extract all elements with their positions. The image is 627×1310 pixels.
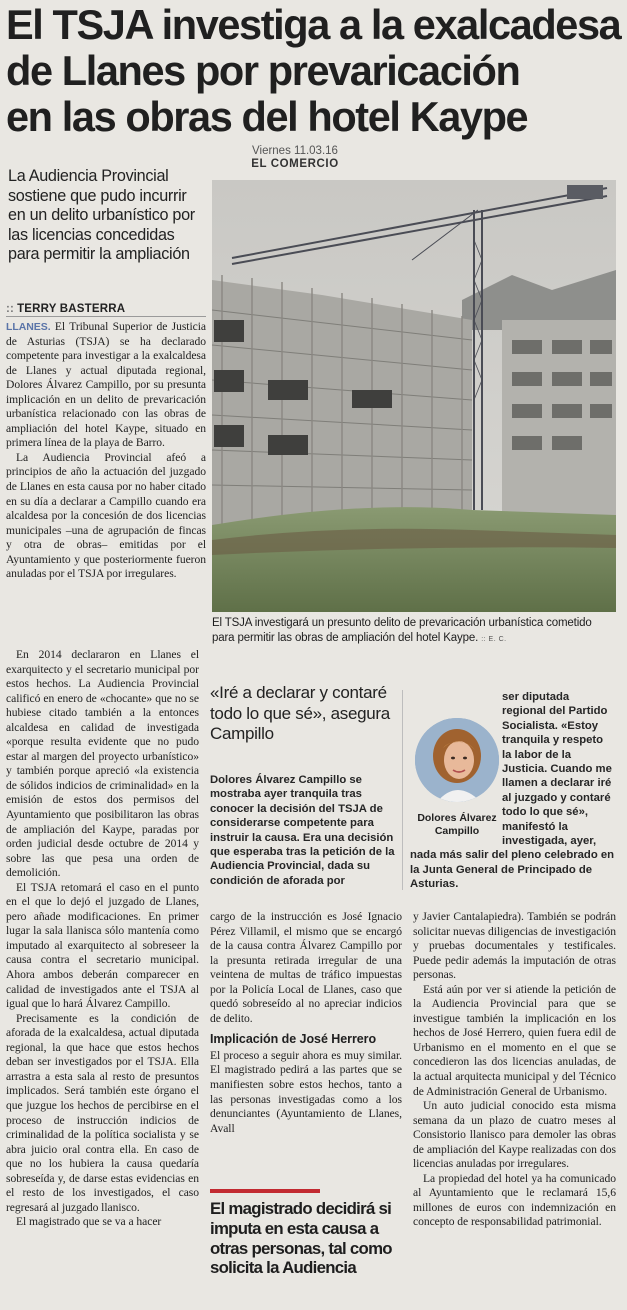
paragraph: cargo de la instrucción es José Ignacio Pérez Villamil, el mismo que se encargó de la causa contra Álvarez Campillo por la presunta retirada irregular de una veintena de multas de tráfico impuestas por la Policía Local de Llanes, caso que quedó sobreseído al no apreciar indicios de delito. bbox=[210, 910, 402, 1025]
paragraph: LLANES. El Tribunal Superior de Justicia de Asturias (TSJA) se ha declarado competente para investigar a la exalcaldesa de Llanes y actual diputada regional, Dolores Álvarez Campillo, por su presunta implicación en un delito de prevaricación urbanística relacionado con las obras de ampliación del hotel Kaype, situado en primera línea de la playa de Barro. bbox=[6, 320, 206, 450]
headline-line-2: de Llanes por prevaricación bbox=[6, 47, 520, 94]
dateline-date: Viernes 11.03.16 bbox=[252, 145, 338, 157]
sidebar-divider bbox=[402, 690, 403, 890]
article-column-1-top bbox=[6, 320, 206, 582]
paragraph: La Audiencia Provincial afeó a principios de año la actuación del juzgado de Llanes en esta causa por no haber citado en su día a declarar a Campillo cuando era alcaldesa por la concesión de dos licencias municipales –una de agrupación de fincas y otra de obras– emitidas por el Ayuntamiento y que posteriormente fueron anuladas por el TSJA por irregulares. bbox=[6, 450, 206, 581]
sidebar-body: Dolores Álvarez Campillo se mostraba ayer tranquila tras conocer la decisión del TSJA de considerarse competente para instruir la causa. Era una decisión que esperaba tras la petición de la Audiencia Provincial, dada su condición de aforada por bbox=[210, 774, 395, 887]
paragraph: Precisamente es la condición de aforada de la exalcaldesa, actual diputada regional, la que hace que estos hechos deban ser investigados por el TSJA. Ella arrastra a esta sala al resto de presuntos implicados. Será también este órgano el que juzgue los hechos de percibirse en el proceso de instrucción indicios de criminalidad de la política socialista y se abra juicio oral contra ella. En caso de que no los hubiera la causa quedaría sobreseída y, de darse estas evidencias en el resto de los investigados, el caso regresará al juzgado llanisco. bbox=[6, 1011, 199, 1214]
sidebar-quote-headline: «Iré a declarar y contaré todo lo que sé», asegura Campillo bbox=[210, 683, 390, 743]
headline bbox=[6, 2, 621, 140]
section-subhead: Implicación de José Herrero bbox=[210, 1032, 377, 1047]
paragraph: Está aún por ver si atiende la petición de la Audiencia Provincial para que se investigue también la implicación en los hechos de José Herrero, quien fuera edil de Urbanismo en el momento en el que se concedieron las dos licencias anuladas, de la actual arquitecta municipal y del Técnico de Administración General de Urbanismo. bbox=[413, 982, 616, 1098]
article-column-1-bottom bbox=[6, 648, 199, 1230]
byline bbox=[6, 303, 206, 315]
pullquote: El magistrado decidirá si imputa en esta causa a otras personas, tal como solicita la Audiencia bbox=[210, 1199, 392, 1278]
paragraph: Un auto judicial conocido esta misma semana da un plazo de cuatro meses al Consistorio llanisco para demoler las obras de ampliación del Kaype realizadas con dos licencias anuladas por irregulares. bbox=[413, 1099, 616, 1171]
author-name: TERRY BASTERRA bbox=[17, 303, 126, 315]
paragraph: El TSJA retomará el caso en el punto en el que lo dejó el juzgado de Llanes, pero añade modificaciones. En primer lugar la sala llanisca sólo mantenía como imputado al exarquitecto al sobreseer la causa contra el secretario municipal. Ahora ambos deberán comparecer en calidad de investigados ante el TSJA al igual que lo hará Álvarez Campillo. bbox=[6, 880, 199, 1011]
headline-line-1: El TSJA investiga a la exalcadesa bbox=[6, 1, 621, 48]
subheadline: La Audiencia Provincial sostiene que pudo incurrir en un delito urbanístico por las licencias concedidas para permitir la ampliación bbox=[8, 167, 195, 263]
photo-credit: :: E. C. bbox=[481, 636, 507, 643]
portrait-name: Dolores Álvarez Campillo bbox=[417, 812, 497, 837]
hotel-construction-photo bbox=[212, 180, 616, 612]
paragraph: El magistrado que se va a hacer bbox=[16, 1215, 162, 1229]
dateline-paper: EL COMERCIO bbox=[251, 158, 339, 170]
paragraph: La propiedad del hotel ya ha comunicado al Ayuntamiento que le reclamará 15,6 millones de euros con indemnización en concepto de responsabilidad patrimonial. bbox=[413, 1171, 616, 1229]
photo-caption: El TSJA investigará un presunto delito de prevaricación urbanística cometido para permitir las obras de ampliación del hotel Kaype. :: E. C. bbox=[212, 617, 592, 644]
sidebar-right-text: ser diputada regional del Partido Socialista. «Estoy tranquila y respeto la labor de la Justicia. Cuando me llamen a declarar iré al juzgado y contaré todo lo que sé», manifestó la investigada, ayer, nada más salir del pleno celebrado en la Junta General de Principado de Asturias. bbox=[410, 691, 615, 891]
byline-dots-icon: :: bbox=[6, 303, 15, 315]
lead-city: LLANES. bbox=[6, 321, 51, 333]
paragraph: y Javier Cantalapiedra). También se podrán solicitar nuevas diligencias de investigación y pruebas documentales y testificales. Puede pedir además la imputación de otras personas. bbox=[413, 910, 616, 982]
portrait-float-spacer bbox=[410, 704, 502, 840]
headline-line-3: en las obras del hotel Kaype bbox=[6, 93, 528, 140]
paragraph: En 2014 declararon en Llanes el exarquitecto y el secretario municipal por estos hechos. La Audiencia Provincial calificó en enero de «chocante» que no se hubiese citado también a la entonces alcaldesa en calidad de investigada «porque resulta evidente que no pudo estar al margen del proyecto urbanístico» y también porque apreció «la existencia de sólidos indicios de criminalidad» en la emisión de estos dos permisos del Ayuntamiento que posibilitaron las obras de ampliación del Kaype, paradas por orden judicial desde octubre de 2014 y sobre las que pesa una orden de demolición. bbox=[6, 648, 199, 880]
article-column-3 bbox=[413, 910, 616, 1230]
byline-rule bbox=[6, 316, 206, 317]
paragraph: El proceso a seguir ahora es muy similar. El magistrado pedirá a las partes que se manifiesten sobre estos hechos, tanto a las personas investigadas como a los denunciantes (Ayuntamiento de Llanes, Avall bbox=[210, 1048, 402, 1135]
article-column-2 bbox=[210, 910, 402, 1136]
photo-illustration bbox=[212, 180, 616, 612]
dateline bbox=[240, 145, 350, 171]
pullquote-rule bbox=[210, 1189, 320, 1193]
